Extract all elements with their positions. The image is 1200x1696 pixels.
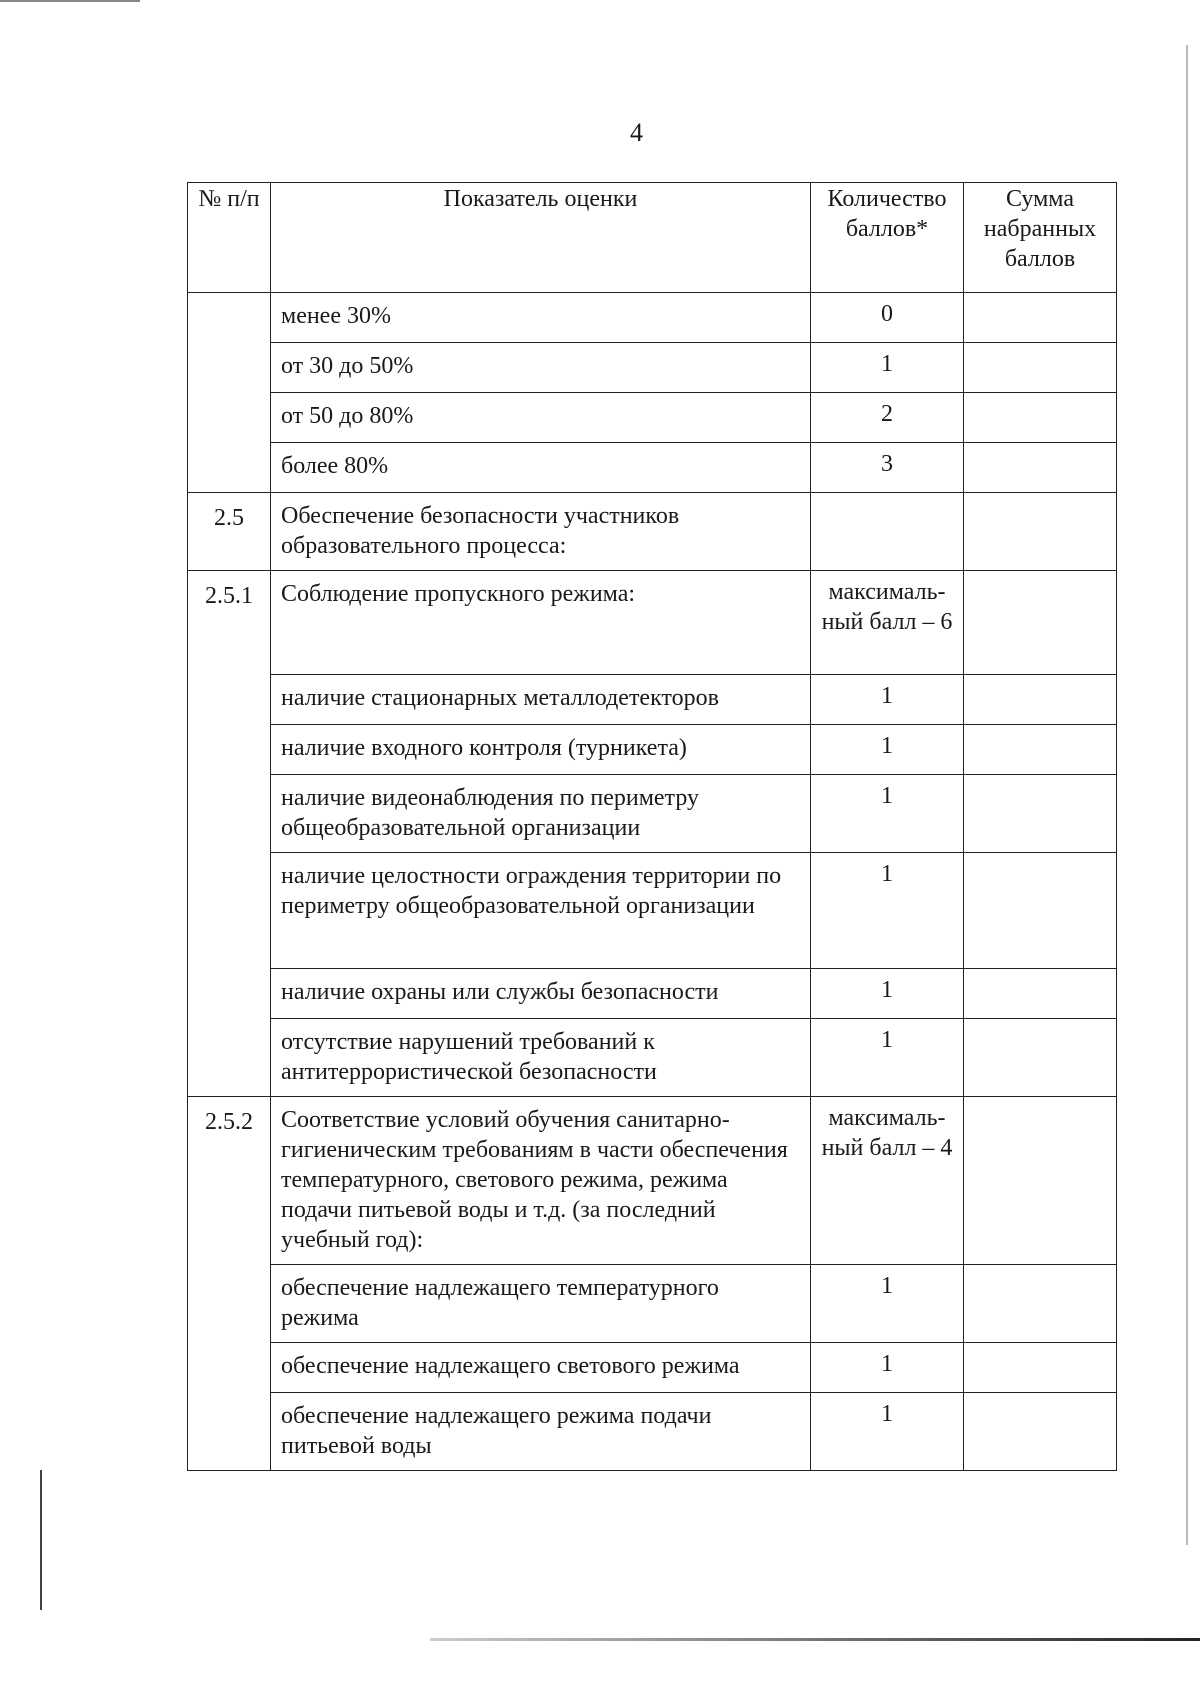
row-sum [964,493,1117,571]
row-sum [964,675,1117,725]
row-sum [964,853,1117,969]
header-points: Количество баллов* [811,183,964,293]
table-row [188,293,1117,343]
row-points: 1 [811,343,964,393]
row-sum [964,775,1117,853]
row-indicator: наличие целостности ограждения территории по периметру общеобразовательной организации [271,853,811,969]
row-sum [964,1097,1117,1265]
table-row [188,675,1117,725]
table-row [188,1343,1117,1393]
row-num [188,293,271,493]
evaluation-table [187,182,1117,1471]
row-num: 2.5 [188,493,271,571]
row-indicator: наличие стационарных металлодетекторов [271,675,811,725]
row-sum [964,1393,1117,1471]
row-points: 2 [811,393,964,443]
row-indicator: обеспечение надлежащего режима подачи питьевой воды [271,1393,811,1471]
row-points [811,493,964,571]
row-points: 1 [811,1343,964,1393]
row-sum [964,343,1117,393]
row-sum [964,725,1117,775]
table-row [188,1097,1117,1265]
scan-artifact-right [1186,45,1188,1545]
row-points: максималь-ный балл – 6 [811,571,964,675]
row-indicator: Обеспечение безопасности участников образовательного процесса: [271,493,811,571]
row-points: 1 [811,1393,964,1471]
row-sum [964,1019,1117,1097]
row-points: 1 [811,1019,964,1097]
row-sum [964,1265,1117,1343]
row-indicator: более 80% [271,443,811,493]
row-indicator: наличие видеонаблюдения по периметру общеобразовательной организации [271,775,811,853]
table-row [188,725,1117,775]
row-sum [964,571,1117,675]
row-indicator: Соответствие условий обучения санитарно-гигиеническим требованиям в части обеспечения температурного, светового режима, режима подачи питьевой воды и т.д. (за последний учебный год): [271,1097,811,1265]
row-sum [964,969,1117,1019]
row-indicator: от 30 до 50% [271,343,811,393]
table-row [188,493,1117,571]
row-indicator: обеспечение надлежащего температурного режима [271,1265,811,1343]
row-sum [964,293,1117,343]
table-header-row [188,183,1117,293]
table-row [188,393,1117,443]
row-num: 2.5.1 [188,571,271,1097]
row-points: 1 [811,969,964,1019]
row-indicator: наличие охраны или службы безопасности [271,969,811,1019]
page-number: 4 [630,118,643,147]
scan-artifact-bottom [430,1638,1200,1641]
row-points: 0 [811,293,964,343]
row-sum [964,393,1117,443]
table-row [188,969,1117,1019]
row-points: максималь-ный балл – 4 [811,1097,964,1265]
row-sum [964,1343,1117,1393]
row-indicator: от 50 до 80% [271,393,811,443]
table-row [188,1265,1117,1343]
table-row [188,571,1117,675]
table-row [188,443,1117,493]
table-row [188,1019,1117,1097]
header-indicator: Показатель оценки [271,183,811,293]
row-points: 1 [811,775,964,853]
row-points: 1 [811,853,964,969]
scan-artifact-left [40,1470,42,1610]
row-num: 2.5.2 [188,1097,271,1471]
scan-artifact-top [0,0,140,2]
row-points: 3 [811,443,964,493]
row-indicator: обеспечение надлежащего светового режима [271,1343,811,1393]
row-indicator: менее 30% [271,293,811,343]
table-row [188,775,1117,853]
table-row [188,853,1117,969]
header-num: № п/п [188,183,271,293]
row-sum [964,443,1117,493]
row-indicator: Соблюдение пропускного режима: [271,571,811,675]
row-points: 1 [811,725,964,775]
row-indicator: наличие входного контроля (турникета) [271,725,811,775]
row-points: 1 [811,675,964,725]
row-indicator: отсутствие нарушений требований к антитеррористической безопасности [271,1019,811,1097]
table-row [188,343,1117,393]
header-sum: Сумма набранных баллов [964,183,1117,293]
row-points: 1 [811,1265,964,1343]
table-row [188,1393,1117,1471]
